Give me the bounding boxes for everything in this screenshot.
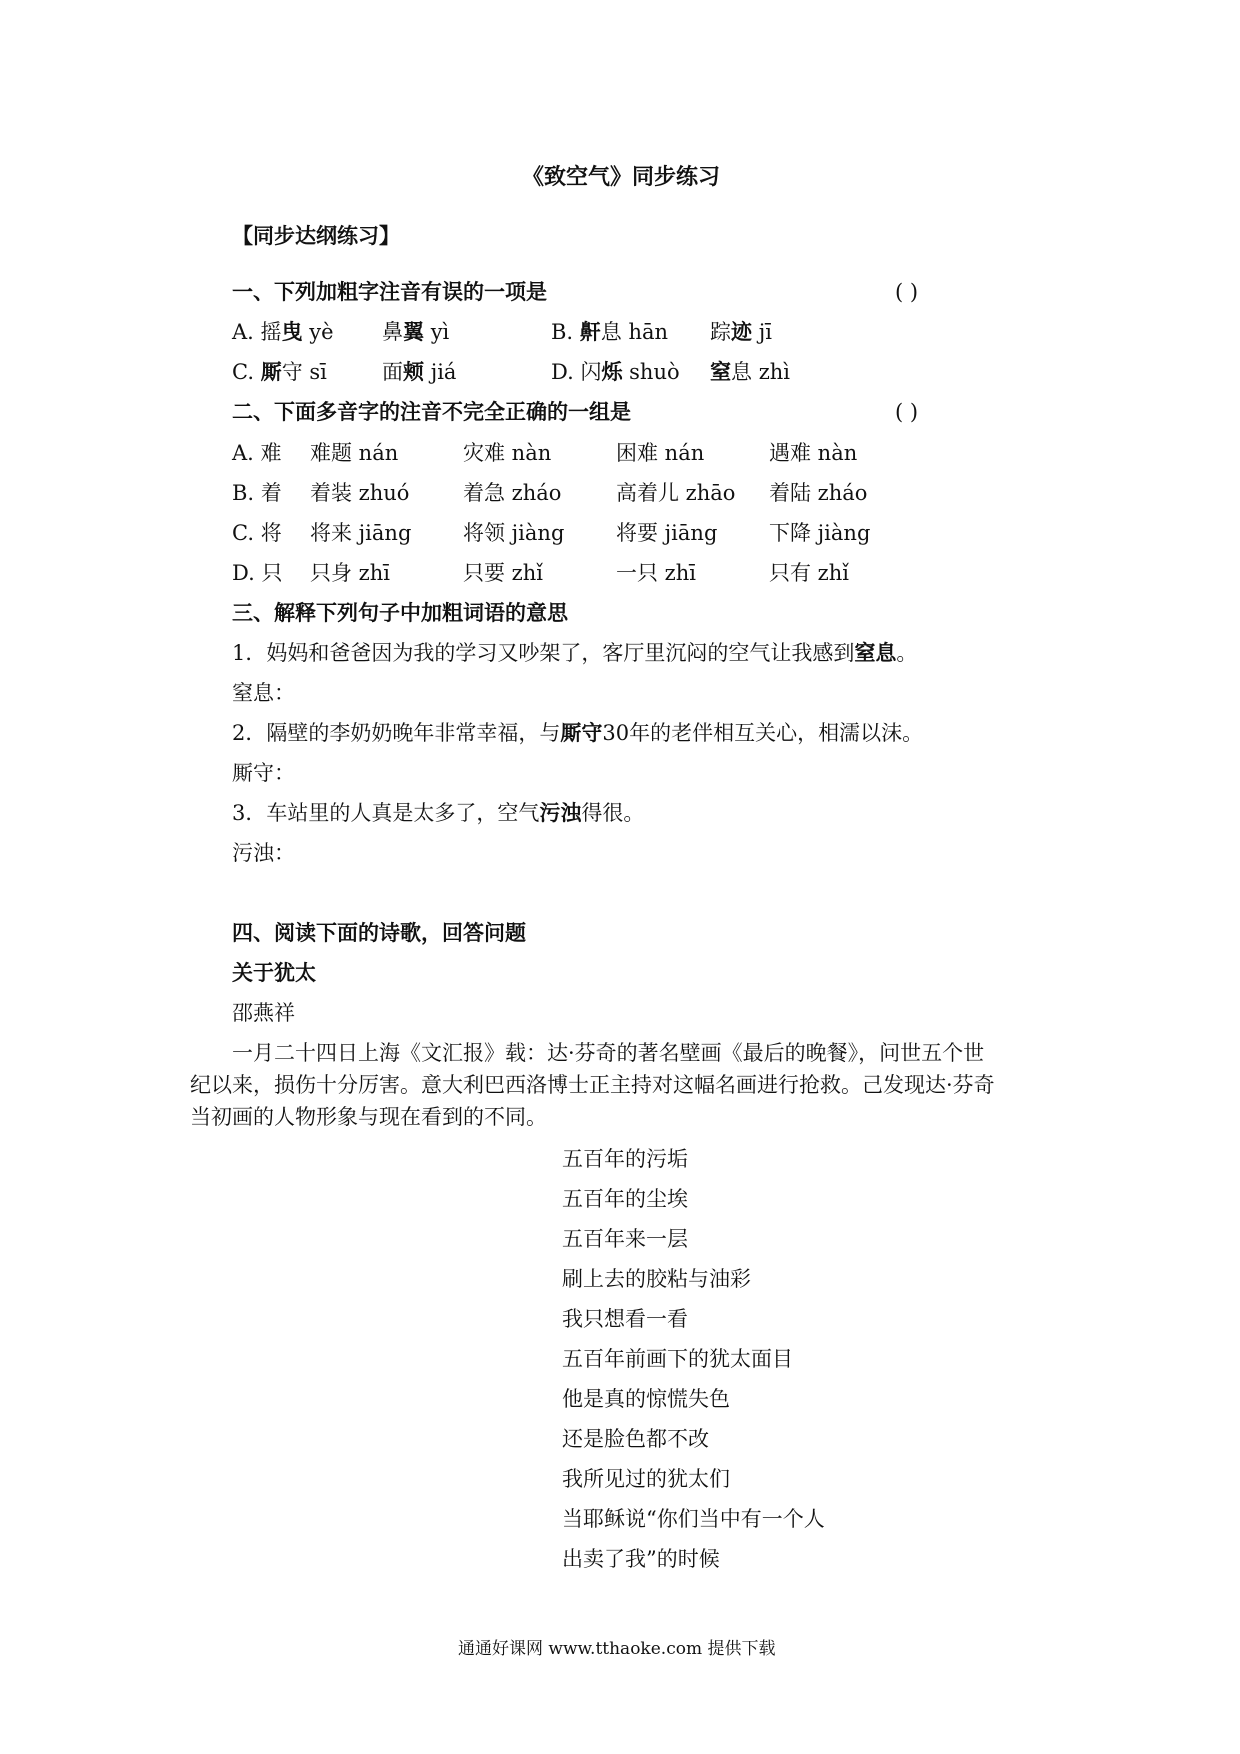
q2-item: 将领 jiàng [463,521,565,545]
q2-item: 只有 zhǐ [769,561,849,585]
q3-heading: 三、解释下列句子中加粗词语的意思 [232,600,568,625]
q3-sentence-2: 2．隔壁的李奶奶晚年非常幸福，与厮守30年的老伴相互关心，相濡以沫。 [232,720,924,745]
q1-answer-paren: ( ) [895,280,919,304]
poem-author: 邵燕祥 [232,1001,295,1025]
poem-line: 五百年来一层 [562,1227,688,1251]
q2-item: 遇难 nàn [769,441,858,465]
q1-option-a2: 鼻翼 yì [382,319,450,344]
poem-line: 五百年前画下的犹太面目 [562,1347,793,1371]
poem-line: 出卖了我”的时候 [562,1547,720,1571]
q2-item: 一只 zhī [616,561,696,585]
q1-heading: 一、下列加粗字注音有误的一项是 [232,279,547,304]
intro-line-2: 纪以来，损伤十分厉害。意大利巴西洛博士正主持对这幅名画进行抢救。己发现达·芬奇 [190,1073,995,1097]
q2-item: 灾难 nàn [463,441,552,465]
poem-line: 我只想看一看 [562,1307,688,1331]
q1-option-c1: C. 厮守 sī [232,359,327,384]
q2-item: 困难 nán [616,441,705,465]
q2-item: 着陆 zháo [769,481,868,505]
poem-title: 关于犹太 [232,960,316,985]
poem-line: 刷上去的胶粘与油彩 [562,1267,751,1291]
q3-answer-3: 污浊： [232,841,295,865]
poem-line: 当耶稣说“你们当中有一个人 [562,1507,825,1531]
poem-line: 五百年的污垢 [562,1147,688,1171]
q1-option-b2: 踪迹 jī [710,319,772,344]
q4-heading: 四、阅读下面的诗歌，回答问题 [232,920,526,945]
q2-item: 着急 zháo [463,481,562,505]
q2-answer-paren: ( ) [895,400,919,424]
poem-line: 还是脸色都不改 [562,1427,709,1451]
section-header: 【同步达纲练习】 [232,223,400,248]
q2-item: 将来 jiāng [310,521,412,545]
q2-item: 下降 jiàng [769,521,871,545]
page-title: 《致空气》同步练习 [522,164,721,190]
q1-option-c2: 面颊 jiá [382,359,457,384]
q2-option-label: D. 只 [232,561,283,585]
q2-option-label: C. 将 [232,521,282,545]
q3-sentence-1: 1．妈妈和爸爸因为我的学习又吵架了，客厅里沉闷的空气让我感到窒息。 [232,640,918,665]
q3-sentence-3: 3．车站里的人真是太多了，空气污浊得很。 [232,800,645,825]
q2-option-label: B. 着 [232,481,282,505]
q1-option-d2: 窒息 zhì [710,359,790,384]
q2-item: 只身 zhī [310,561,390,585]
poem-line: 五百年的尘埃 [562,1187,688,1211]
q2-option-label: A. 难 [232,441,282,465]
q2-heading: 二、下面多音字的注音不完全正确的一组是 [232,399,631,424]
intro-line-1: 一月二十四日上海《文汇报》载：达·芬奇的著名壁画《最后的晚餐》，问世五个世 [232,1041,985,1065]
q3-answer-2: 厮守： [232,761,295,785]
q1-option-b1: B. 鼾息 hān [551,319,669,344]
q2-item: 高着儿 zhāo [616,481,736,505]
q1-option-d1: D. 闪烁 shuò [551,359,680,384]
q1-option-a1: A. 摇曳 yè [232,319,334,344]
poem-line: 我所见过的犹太们 [562,1467,730,1491]
q2-item: 难题 nán [310,441,399,465]
q2-item: 着装 zhuó [310,481,410,505]
page-footer: 通通好课网 www.tthaoke.com 提供下载 [458,1639,776,1659]
q2-item: 只要 zhǐ [463,561,543,585]
poem-line: 他是真的惊慌失色 [562,1387,730,1411]
intro-line-3: 当初画的人物形象与现在看到的不同。 [190,1105,547,1129]
q3-answer-1: 窒息： [232,681,295,705]
q2-item: 将要 jiāng [616,521,718,545]
